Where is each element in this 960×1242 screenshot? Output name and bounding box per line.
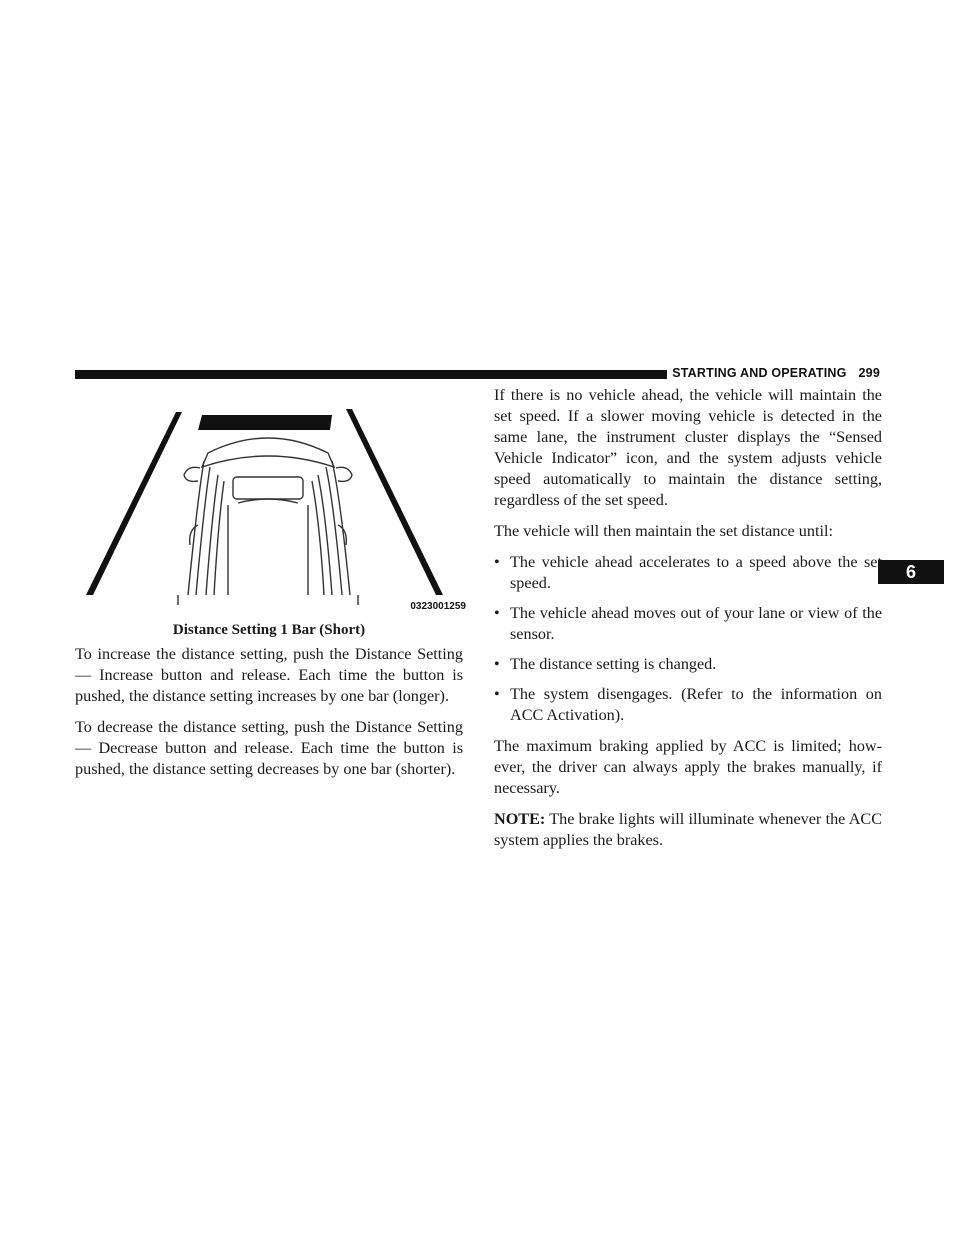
header-rule: [75, 370, 667, 379]
right-lane-line: [346, 409, 443, 595]
image-code: 0323001259: [410, 601, 466, 612]
section-title: STARTING AND OPERATING: [672, 366, 847, 380]
list-item: [494, 552, 882, 594]
bullet-icon: •: [494, 553, 500, 571]
list-item: [494, 603, 882, 645]
list-item-text: The system disengages. (Refer to the information on ACC Activation).: [510, 685, 882, 724]
left-lane-line: [86, 412, 182, 595]
conditions-list: [494, 552, 882, 726]
note-paragraph: [494, 809, 882, 851]
list-item: [494, 654, 882, 675]
note-label: NOTE:: [494, 810, 546, 828]
bullet-icon: •: [494, 604, 500, 622]
paragraph-maintain-until: The vehicle will then maintain the set distance until:: [494, 522, 833, 540]
list-item-text: The distance setting is changed.: [510, 655, 717, 673]
note-text: The brake lights will illuminate whenever the ACC system applies the brakes.: [494, 810, 882, 849]
chapter-tab[interactable]: 6: [878, 560, 944, 584]
paragraph-increase: To increase the distance setting, push the Distance Setting — Increase button and release. Each time the button is pushed, the distance setting increases by one bar (longer).: [75, 645, 463, 705]
bullet-icon: •: [494, 685, 500, 703]
paragraph-braking-limit: The maximum braking applied by ACC is limited; however, the driver can always apply the brakes manually, if necessary.: [494, 737, 882, 797]
list-item-text: The vehicle ahead accelerates to a speed above the set speed.: [510, 553, 882, 592]
paragraph-decrease: To decrease the distance setting, push the Distance Setting — Decrease button and release. Each time the button is pushed, the distance setting decreases by one bar (shorter).: [75, 718, 463, 778]
list-item: [494, 684, 882, 726]
right-column: [494, 385, 882, 861]
paragraph-no-vehicle-ahead: If there is no vehicle ahead, the vehicle will maintain the set speed. If a slower moving vehicle is detected in the same lane, the instrument cluster displays the “Sensed Vehicle Indicator” icon, and the system adjusts vehicle speed automatically to maintain the distance setting, regardless of the set speed.: [494, 386, 882, 509]
figure-caption: Distance Setting 1 Bar (Short): [172, 622, 366, 638]
list-item-text: The vehicle ahead moves out of your lane or view of the sensor.: [510, 604, 882, 643]
page-number: 299: [858, 366, 880, 380]
running-header: [672, 366, 880, 380]
distance-bar: [198, 415, 332, 430]
left-column: [75, 644, 463, 790]
vehicle-outline: [178, 438, 358, 605]
car-top-view-illustration: [78, 395, 468, 620]
bullet-icon: •: [494, 655, 500, 673]
figure-distance-setting: [78, 395, 468, 620]
